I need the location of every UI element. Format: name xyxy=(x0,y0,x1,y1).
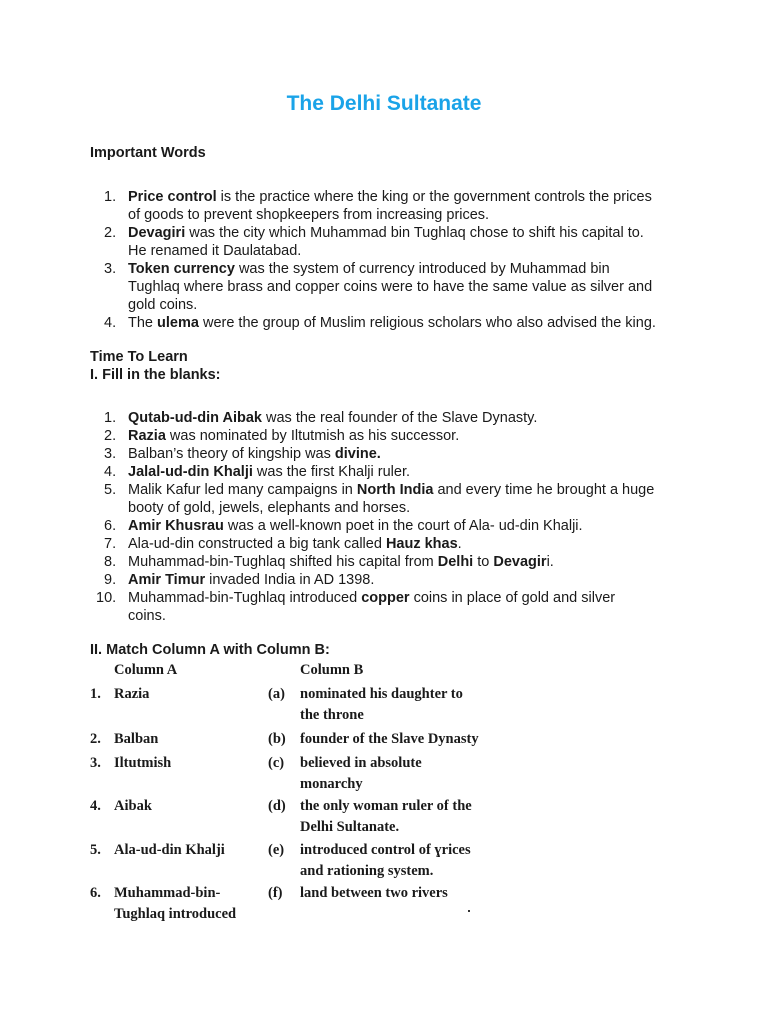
important-words-heading: Important Words xyxy=(90,145,206,161)
sentence-text: i. xyxy=(546,554,554,570)
item-number: 6. xyxy=(104,518,117,534)
list-item xyxy=(90,571,690,589)
fill-blanks-heading: I. Fill in the blanks: xyxy=(90,367,221,383)
list-item xyxy=(90,517,690,535)
answer: copper xyxy=(361,590,410,606)
item-number: 2. xyxy=(104,225,117,241)
column-b-item: founder of the Slave Dynasty xyxy=(300,731,479,747)
answer: Razia xyxy=(128,428,166,444)
item-number: 1. xyxy=(104,189,117,205)
column-a-text: Muhammad-bin- xyxy=(114,885,221,901)
item-number: 3. xyxy=(104,261,117,277)
column-a-item: Razia xyxy=(114,686,150,702)
answer: Devagir xyxy=(493,554,547,570)
row-letter: (f) xyxy=(268,885,283,901)
row-letter: (d) xyxy=(268,798,286,814)
list-item xyxy=(90,427,690,445)
column-b-text: monarchy xyxy=(300,776,363,792)
row-number: 3. xyxy=(90,755,101,771)
sentence-text: invaded India in AD 1398. xyxy=(205,572,375,588)
sentence-text: was the first Khalji ruler. xyxy=(252,464,411,480)
row-letter: (b) xyxy=(268,731,286,747)
answer: Amir Timur xyxy=(128,572,206,588)
answer: divine. xyxy=(334,446,381,462)
sentence-text: and every time he brought a huge xyxy=(433,482,655,498)
column-a-item: Balban xyxy=(114,731,159,747)
column-a-item: Iltutmish xyxy=(114,755,172,771)
sentence-text: . xyxy=(457,536,462,552)
column-a-item xyxy=(114,883,254,925)
list-item xyxy=(90,535,690,553)
column-b-item xyxy=(300,796,500,838)
column-a-text: Tughlaq introduced xyxy=(114,906,237,922)
row-number: 2. xyxy=(90,731,101,747)
row-letter: (a) xyxy=(268,686,285,702)
list-item xyxy=(90,409,690,427)
definition: was the city which Muhammad bin Tughlaq chose to shift his capital to. xyxy=(185,225,644,241)
match-heading: II. Match Column A with Column B: xyxy=(90,642,330,658)
answer: Delhi xyxy=(437,554,474,570)
column-a-item: Aibak xyxy=(114,798,152,814)
sentence-text: Ala-ud-din constructed a big tank called xyxy=(128,536,386,552)
sentence-text: to xyxy=(473,554,494,570)
item-number: 10. xyxy=(96,590,117,606)
list-item xyxy=(90,314,690,332)
term: ulema xyxy=(157,315,199,331)
answer: North India xyxy=(356,482,434,498)
definition-cont: He renamed it Daulatabad. xyxy=(128,243,302,259)
sentence-text: was a well-known poet in the court of Ala- ud-din Khalji. xyxy=(223,518,583,534)
list-item xyxy=(90,260,690,314)
row-letter: (e) xyxy=(268,842,285,858)
item-number: 4. xyxy=(104,315,117,331)
list-item xyxy=(90,224,690,260)
term: Price control xyxy=(128,189,217,205)
sentence-cont: coins. xyxy=(128,608,166,624)
item-number: 4. xyxy=(104,464,117,480)
column-a-item: Ala-ud-din Khalji xyxy=(114,842,225,858)
column-b-item xyxy=(300,753,500,795)
item-number: 5. xyxy=(104,482,117,498)
sentence-text: Malik Kafur led many campaigns in xyxy=(128,482,357,498)
sentence-text: was the real founder of the Slave Dynasty. xyxy=(261,410,538,426)
row-number: 4. xyxy=(90,798,101,814)
column-b-text: nominated his daughter to xyxy=(300,686,463,702)
definition: were the group of Muslim religious scholars who also advised the king. xyxy=(198,315,656,331)
item-number: 8. xyxy=(104,554,117,570)
definition: was the system of currency introduced by Muhammad bin xyxy=(234,261,610,277)
term: Devagiri xyxy=(128,225,186,241)
row-number: 1. xyxy=(90,686,101,702)
row-number: 5. xyxy=(90,842,101,858)
definition-cont: of goods to prevent shopkeepers from increasing prices. xyxy=(128,207,490,223)
time-to-learn-heading: Time To Learn xyxy=(90,349,188,365)
item-number: 1. xyxy=(104,410,117,426)
list-item xyxy=(90,445,690,463)
list-item xyxy=(90,463,690,481)
answer: Qutab-ud-din Aibak xyxy=(128,410,262,426)
column-b-item: land between two rivers xyxy=(300,885,448,901)
page-title: The Delhi Sultanate xyxy=(286,92,482,115)
column-b-text: Delhi Sultanate. xyxy=(300,819,400,835)
sentence-text: was nominated by Iltutmish as his successor. xyxy=(165,428,460,444)
answer: Jalal-ud-din Khalji xyxy=(128,464,253,480)
sentence-text: Muhammad-bin-Tughlaq shifted his capital from xyxy=(128,554,438,570)
column-b-text: and rationing system. xyxy=(300,863,434,879)
definition: is the practice where the king or the government controls the prices xyxy=(216,189,652,205)
column-b-header: Column B xyxy=(300,662,364,678)
list-item xyxy=(90,481,690,517)
answer: Amir Khusrau xyxy=(128,518,224,534)
list-item xyxy=(90,188,690,224)
column-b-text: believed in absolute xyxy=(300,755,422,771)
row-letter: (c) xyxy=(268,755,285,771)
column-b-text: introduced control of ɣrices xyxy=(300,842,471,858)
column-b-text: the only woman ruler of the xyxy=(300,798,472,814)
definition-cont: Tughlaq where brass and copper coins were to have the same value as silver and xyxy=(128,279,653,295)
sentence-text: Balban’s theory of kingship was xyxy=(128,446,335,462)
column-b-item xyxy=(300,684,500,726)
sentence-text: coins in place of gold and silver xyxy=(409,590,616,606)
definition-pre: The xyxy=(128,315,158,331)
column-b-text: the throne xyxy=(300,707,364,723)
list-item xyxy=(90,589,690,625)
fill-blanks-list xyxy=(90,409,690,625)
row-number: 6. xyxy=(90,885,101,901)
important-words-list xyxy=(90,188,690,332)
scan-speck xyxy=(468,910,470,912)
list-item xyxy=(90,553,690,571)
column-b-item xyxy=(300,840,500,882)
answer: Hauz khas xyxy=(385,536,458,552)
item-number: 7. xyxy=(104,536,117,552)
definition-cont: gold coins. xyxy=(128,297,198,313)
sentence-text: Muhammad-bin-Tughlaq introduced xyxy=(128,590,362,606)
term: Token currency xyxy=(128,261,235,277)
item-number: 9. xyxy=(104,572,117,588)
item-number: 3. xyxy=(104,446,117,462)
item-number: 2. xyxy=(104,428,117,444)
column-a-header: Column A xyxy=(114,662,178,678)
sentence-cont: booty of gold, jewels, elephants and horses. xyxy=(128,500,411,516)
